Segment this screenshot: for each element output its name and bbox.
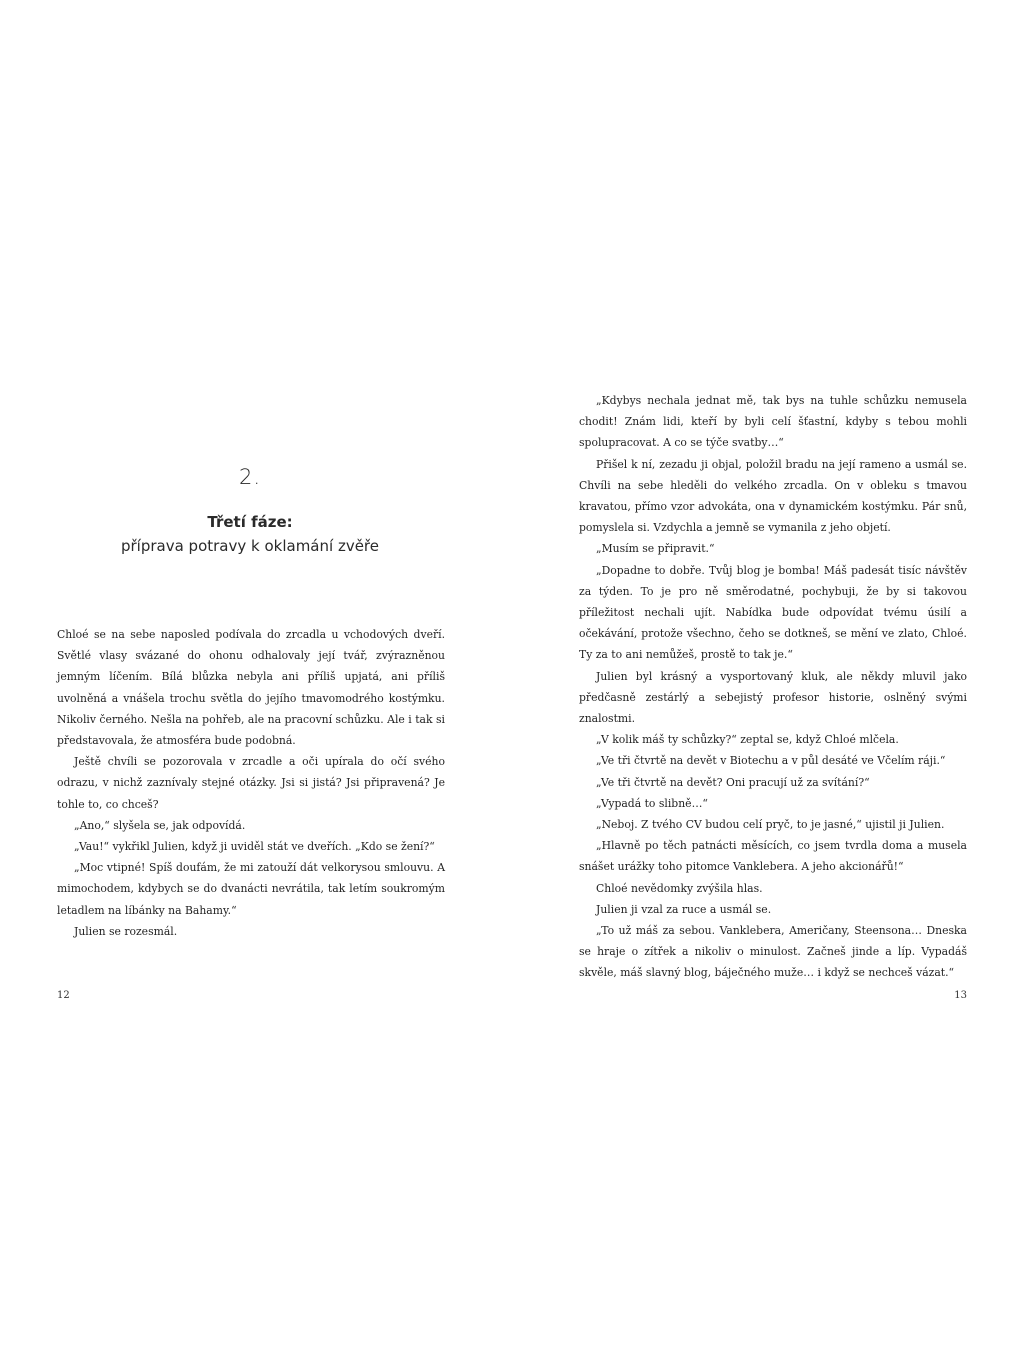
chapter-title: Třetí fáze:	[207, 513, 293, 531]
paragraph: Julien byl krásný a vysportovaný kluk, ale někdy mluvil jako předčasně zestárlý a sebejistý profesor historie, oslněný svými znalostmi.	[579, 669, 967, 726]
paragraph: „Ve tři čtvrtě na devět v Biotechu a v půl desáté ve Včelím ráji.“	[596, 754, 946, 768]
paragraph: „V kolik máš ty schůzky?“ zeptal se, když Chloé mlčela.	[596, 733, 899, 747]
paragraph: Přišel k ní, zezadu ji objal, položil bradu na její rameno a usmál se. Chvíli na sebe hleděli do velkého zrcadla. On v obleku s tmavou kravatou, přímo vzor advokáta, ona v dynamickém kostýmku. Pár snů, pomyslela si. Vzdychla a jemně se vymanila z jeho objetí.	[579, 457, 967, 535]
chapter-number: 2.	[238, 465, 262, 489]
chapter-subtitle: příprava potravy k oklamání zvěře	[120, 537, 379, 555]
paragraph: „Dopadne to dobře. Tvůj blog je bomba! Máš padesát tisíc návštěv za týden. To je pro ně směrodatné, pochybuji, že by si takovou příležitost nechali ujít. Nabídka bude odpovídat tvému úsilí a očekávání, protože všechno, čeho se dotkneš, se mění ve zlato, Chloé. Ty za to ani nemůžeš, prostě to tak je.“	[579, 563, 967, 662]
page-number-left: 12	[57, 990, 70, 1001]
paragraph: Chloé nevědomky zvýšila hlas.	[596, 881, 763, 895]
paragraph: Julien ji vzal za ruce a usmál se.	[596, 902, 772, 916]
paragraph: Ještě chvíli se pozorovala v zrcadle a oči upírala do očí svého odrazu, v nichž zaznívaly stejné otázky. Jsi si jistá? Jsi připravená? Je tohle to, co chceš?	[57, 755, 445, 811]
paragraph: „Vypadá to slibně…“	[596, 796, 708, 810]
paragraph: Chloé se na sebe naposled podívala do zrcadla u vchodových dveří. Světlé vlasy svázané do ohonu odhalovaly její tvář, zvýrazněnou jemným líčením. Bílá blůzka nebyla ani příliš upjatá, ani příliš uvolněná a vnášela trochu světla do jejího tmavomodrého kostýmku. Nikoliv černého. Nešla na pohřeb, ale na pracovní schůzku. Ale i tak si představovala, že atmosféra bude podobná.	[57, 628, 445, 748]
left-page-body	[57, 624, 445, 942]
chapter-heading	[100, 462, 400, 556]
paragraph: „Ano,“ slyšela se, jak odpovídá.	[74, 818, 246, 832]
paragraph: „To už máš za sebou. Vanklebera, Američany, Steensona… Dneska se hraje o zítřek a nikoliv o minulost. Začneš jinde a líp. Vypadáš skvěle, máš slavný blog, báječného muže… i když se nechceš vázat.“	[579, 924, 967, 980]
right-page	[512, 0, 1024, 1365]
right-page-body	[579, 390, 967, 984]
paragraph: Julien se rozesmál.	[74, 924, 178, 938]
paragraph: „Neboj. Z tvého CV budou celí pryč, to je jasné,“ ujistil ji Julien.	[596, 818, 945, 832]
paragraph: „Musím se připravit.“	[596, 542, 715, 556]
paragraph: „Hlavně po těch patnácti měsících, co jsem tvrdla doma a musela snášet urážky toho pitomce Vanklebera. A jeho akcionářů!“	[579, 839, 967, 874]
paragraph: „Moc vtipné! Spíš doufám, že mi zatouží dát velkorysou smlouvu. A mimochodem, kdybych se do dvanácti nevrátila, tak letím soukromým letadlem na líbánky na Bahamy.“	[57, 861, 445, 917]
paragraph: „Ve tři čtvrtě na devět? Oni pracují už za svítání?“	[596, 775, 870, 789]
paragraph: „Vau!“ vykřikl Julien, když ji uviděl stát ve dveřích. „Kdo se žení?“	[74, 840, 435, 854]
paragraph: „Kdybys nechala jednat mě, tak bys na tuhle schůzku nemusela chodit! Znám lidi, kteří by byli celí šťastní, kdyby s tebou mohli spolupracovat. A co se týče svatby…“	[579, 394, 967, 450]
page-number-right: 13	[954, 990, 967, 1001]
